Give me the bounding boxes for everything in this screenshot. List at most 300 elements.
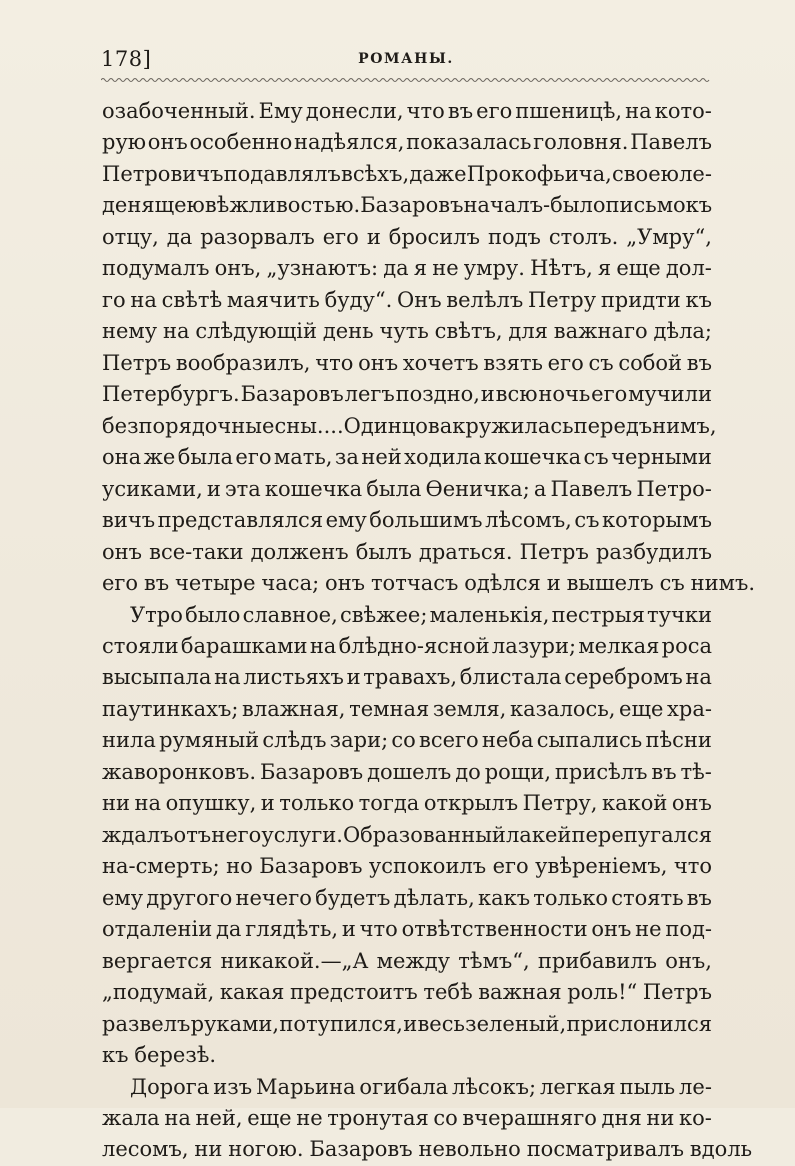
word: онъ — [671, 791, 712, 816]
word: и — [546, 571, 561, 596]
word: всѣхъ, — [341, 161, 410, 186]
header-rule — [101, 76, 711, 84]
word: для — [508, 319, 548, 344]
text-line — [102, 411, 717, 442]
word: будетъ — [315, 885, 391, 910]
word: „узнаютъ: — [266, 256, 379, 281]
word: да — [166, 224, 193, 249]
word: была — [177, 445, 233, 470]
word: жала — [102, 1106, 160, 1130]
text-line — [102, 442, 712, 473]
word: вообразилъ, — [175, 350, 311, 375]
word: ждалъ — [102, 822, 174, 847]
word: поздно, — [395, 382, 480, 407]
word: одѣлся — [464, 571, 541, 596]
word: эта — [224, 476, 261, 501]
word: тогда — [358, 791, 420, 816]
word: я — [413, 256, 428, 281]
word: донесли, — [305, 99, 404, 123]
word: вичъ — [102, 508, 156, 533]
word: руками, — [190, 1011, 280, 1036]
word: отвѣтственности — [401, 917, 588, 942]
word: какой — [601, 791, 668, 816]
word: озабоченный. — [102, 99, 256, 123]
word: дошелъ — [367, 759, 452, 784]
word: вдоль — [689, 1137, 753, 1162]
word: я — [597, 256, 612, 281]
word: черными — [611, 445, 712, 470]
word: и — [366, 224, 381, 249]
word: въ — [686, 350, 712, 375]
text-line — [102, 316, 712, 347]
word: успокоилъ — [368, 854, 487, 879]
text-line — [102, 851, 712, 882]
word: никакой.—„А — [220, 948, 369, 973]
word: роль!“ — [567, 980, 638, 1005]
word: зари; — [329, 728, 389, 753]
word: услуги. — [261, 822, 343, 847]
word: дня — [601, 1106, 642, 1130]
word: присѣлъ — [554, 759, 648, 784]
text-line — [102, 820, 712, 851]
word: надѣялся, — [293, 130, 405, 155]
word: маячить — [226, 287, 320, 312]
word: тронутая — [327, 1106, 429, 1130]
word: онъ, — [214, 256, 262, 281]
word: дол- — [665, 256, 712, 281]
word: Ему — [258, 99, 303, 123]
word: Базаровъ — [309, 1137, 413, 1162]
word: особенно — [189, 130, 293, 155]
word: бросилъ — [388, 224, 480, 249]
text-line — [102, 474, 712, 505]
word: слѣдъ — [262, 728, 327, 753]
text-line — [102, 222, 712, 253]
word: началъ-было — [463, 193, 606, 218]
word: велѣлъ — [446, 287, 524, 312]
word: на — [625, 99, 652, 123]
word: передъ — [573, 413, 653, 438]
word: березѣ. — [134, 1043, 217, 1068]
word: съ — [574, 508, 600, 533]
word: съ — [659, 571, 685, 596]
word: Базаровъ — [259, 854, 363, 879]
word: нимъ. — [690, 571, 756, 596]
word: подавлялъ — [223, 161, 341, 186]
word: неба — [481, 728, 534, 753]
word: „Умру“, — [626, 224, 712, 249]
word: Петровичъ — [102, 161, 224, 186]
word: важнаго — [553, 319, 648, 344]
text-line — [102, 600, 712, 631]
word: пшеницѣ, — [515, 99, 623, 123]
text-line — [102, 1072, 712, 1103]
word: славное, — [242, 602, 338, 627]
word: со — [391, 728, 416, 753]
word: Ѳеничка; — [425, 476, 530, 501]
word: на-смерть; — [102, 854, 220, 879]
word: вѣжливостью. — [204, 193, 361, 218]
word: ней — [361, 445, 402, 470]
word: тѣ- — [680, 759, 712, 784]
word: Базаровъ — [240, 382, 344, 407]
word: Базаровъ — [360, 193, 464, 218]
word: Утро — [130, 602, 183, 627]
word: ему — [325, 508, 367, 533]
word: и — [403, 1011, 418, 1036]
word: ни — [646, 1106, 675, 1130]
word: умру. — [463, 256, 525, 281]
word: ему — [102, 885, 144, 910]
word: ни — [102, 791, 130, 816]
text-line — [102, 757, 712, 788]
body-text — [102, 96, 756, 1166]
word: буду“. — [324, 287, 393, 312]
word: его — [476, 99, 513, 123]
word: Петро- — [636, 476, 712, 501]
word: ночь — [538, 382, 591, 407]
word: всего — [419, 728, 479, 753]
word: нему — [102, 319, 158, 344]
word: лѣсомъ, — [485, 508, 572, 533]
word: го — [102, 287, 126, 312]
word: чуть — [379, 319, 429, 344]
text-line — [102, 914, 712, 945]
word: лесомъ, — [102, 1137, 189, 1162]
word: а — [533, 476, 547, 501]
word: показалась — [406, 130, 532, 155]
word: сыпались — [536, 728, 643, 753]
word: рую — [102, 130, 147, 155]
word: своею — [611, 161, 679, 186]
word: роса — [661, 633, 712, 658]
word: опушку, — [165, 791, 257, 816]
word: стояли — [102, 633, 179, 658]
word: нимъ, — [652, 413, 717, 438]
word: Павелъ — [550, 476, 633, 501]
word: не — [296, 1106, 323, 1130]
text-line — [102, 883, 712, 914]
text-line — [102, 379, 712, 410]
word: тучки — [647, 602, 712, 627]
word: и — [341, 917, 356, 942]
word: земля, — [432, 696, 507, 721]
text-line — [102, 662, 712, 693]
word: Петербургъ. — [102, 382, 240, 407]
word: кото- — [654, 99, 712, 123]
word: что — [359, 917, 398, 942]
text-line — [102, 568, 756, 599]
word: вергается — [102, 948, 213, 973]
word: подумалъ — [102, 256, 210, 281]
text-line — [102, 159, 712, 190]
word: собой — [618, 350, 683, 375]
word: ле- — [679, 1074, 712, 1099]
word: еще — [619, 696, 664, 721]
word: пѣсни — [645, 728, 712, 753]
word: свѣтѣ — [161, 287, 223, 312]
word: между — [376, 948, 451, 973]
word: ходила — [404, 445, 482, 470]
text-line — [102, 694, 712, 725]
word: онъ, — [665, 948, 712, 973]
word: лѣсокъ; — [452, 1074, 537, 1099]
section-title: РОМАНЫ. — [358, 51, 454, 67]
page-number: 178] — [101, 47, 152, 71]
text-line — [102, 96, 712, 127]
word: кружилась — [452, 413, 574, 438]
text-line — [102, 788, 712, 819]
word: Базаровъ — [259, 759, 364, 784]
word: блистала — [459, 665, 562, 690]
word: Марьина — [256, 1074, 356, 1099]
word: легъ — [344, 382, 395, 407]
word: дѣлать, — [393, 885, 475, 910]
word: тебѣ — [423, 980, 473, 1005]
word: четыре — [175, 571, 256, 596]
word: къ — [685, 193, 713, 218]
word: Петръ — [519, 539, 589, 564]
word: серебромъ — [564, 665, 683, 690]
word: рощи, — [484, 759, 551, 784]
word: ней, — [195, 1106, 243, 1130]
word: его — [102, 571, 139, 596]
word: стоять — [611, 885, 684, 910]
word: какъ — [477, 885, 531, 910]
word: еще — [616, 256, 661, 281]
word: подъ — [487, 224, 541, 249]
word: было — [185, 602, 241, 627]
word: усиками, — [102, 476, 203, 501]
word: и — [206, 476, 221, 501]
word: же — [143, 445, 176, 470]
word: вчерашняго — [462, 1106, 597, 1130]
word: прислонился — [566, 1011, 712, 1036]
text-line — [102, 1134, 753, 1165]
text-line — [102, 253, 712, 284]
word: его — [547, 350, 584, 375]
word: Петръ — [642, 980, 712, 1005]
word: что — [406, 99, 445, 123]
word: но — [226, 854, 253, 879]
word: слѣдующій — [195, 319, 317, 344]
word: свѣжее; — [339, 602, 428, 627]
word: которымъ — [602, 508, 712, 533]
word: и — [346, 665, 361, 690]
word: хра- — [667, 696, 712, 721]
text-line — [102, 348, 712, 379]
word: онъ — [325, 571, 366, 596]
word: не — [635, 917, 662, 942]
word: паутинкахъ; — [102, 696, 239, 721]
word: легкая — [539, 1074, 616, 1099]
word: столъ. — [548, 224, 619, 249]
word: открылъ — [423, 791, 519, 816]
word: нила — [102, 728, 156, 753]
text-line — [102, 725, 712, 756]
word: Прокофьича, — [466, 161, 612, 186]
word: къ — [685, 287, 712, 312]
word: тѣмъ“, — [458, 948, 530, 973]
text-line — [102, 127, 712, 158]
word: въ — [686, 885, 712, 910]
word: и — [260, 791, 275, 816]
word: Павелъ — [630, 130, 712, 155]
word: ногою. — [228, 1137, 304, 1162]
word: маленькія, — [429, 602, 550, 627]
word: под- — [665, 917, 712, 942]
word: мать, — [273, 445, 333, 470]
word: перепугался — [571, 822, 712, 847]
word: и — [480, 382, 495, 407]
running-head — [101, 46, 711, 74]
word: лазури; — [491, 633, 577, 658]
word: все-таки — [149, 539, 244, 564]
word: большимъ — [369, 508, 483, 533]
word: какая — [219, 980, 285, 1005]
word: „подумай, — [102, 980, 215, 1005]
word: онъ — [591, 917, 632, 942]
word: взять — [483, 350, 543, 375]
word: онъ — [358, 350, 399, 375]
word: письмо — [605, 193, 686, 218]
word: Петръ — [102, 350, 172, 375]
word: всю — [495, 382, 538, 407]
word: на — [214, 665, 241, 690]
word: влажная, — [242, 696, 346, 721]
word: со — [433, 1106, 458, 1130]
word: до — [455, 759, 481, 784]
word: мучили — [628, 382, 712, 407]
text-line — [102, 190, 712, 221]
word: пыль — [619, 1074, 676, 1099]
word: пестрыя — [551, 602, 645, 627]
text-line — [102, 977, 712, 1008]
word: нечего — [235, 885, 312, 910]
word: на — [130, 287, 157, 312]
text-line — [102, 946, 712, 977]
word: на — [685, 665, 712, 690]
word: весь — [417, 1011, 465, 1036]
word: его — [322, 224, 359, 249]
word: разбудилъ — [595, 539, 712, 564]
word: драться. — [418, 539, 513, 564]
word: часа; — [261, 571, 320, 596]
word: Петру, — [522, 791, 598, 816]
word: мелкая — [578, 633, 660, 658]
word: Одинцова — [343, 413, 453, 438]
word: тотчасъ — [370, 571, 459, 596]
word: хочетъ — [402, 350, 479, 375]
word: темная — [349, 696, 430, 721]
word: онъ — [102, 539, 143, 564]
word: казалось, — [509, 696, 616, 721]
word: предстоитъ — [289, 980, 418, 1005]
text-line — [102, 1009, 712, 1040]
word: на — [309, 633, 337, 658]
word: головня. — [533, 130, 629, 155]
word: лакей — [505, 822, 572, 847]
text-line — [102, 631, 712, 662]
word: свѣтъ, — [434, 319, 503, 344]
word: барашками — [180, 633, 308, 658]
word: представлялся — [157, 508, 324, 533]
word: ни — [194, 1137, 223, 1162]
word: отцу, — [102, 224, 159, 249]
word: къ — [102, 1043, 129, 1068]
word: безпорядочные — [102, 413, 275, 438]
word: на — [134, 791, 162, 816]
word: отдаленіи — [102, 917, 213, 942]
word: увѣреніемъ, — [535, 854, 668, 879]
word: что — [315, 350, 354, 375]
word: не — [432, 256, 459, 281]
word: Образованный — [342, 822, 506, 847]
word: еще — [247, 1106, 292, 1130]
word: даже — [409, 161, 467, 186]
word: съ — [583, 445, 609, 470]
word: невольно — [418, 1137, 521, 1162]
text-line — [102, 505, 712, 536]
word: жаворонковъ. — [102, 759, 257, 784]
word: отъ — [173, 822, 212, 847]
word: денящею — [102, 193, 205, 218]
text-line — [102, 285, 712, 316]
word: развелъ — [102, 1011, 191, 1036]
word: Нѣтъ, — [530, 256, 593, 281]
word: блѣдно-ясной — [338, 633, 490, 658]
word: на — [162, 319, 190, 344]
text-line — [102, 1040, 712, 1071]
word: ко- — [678, 1106, 712, 1130]
word: потупился, — [279, 1011, 403, 1036]
word: въ — [651, 759, 677, 784]
word: онъ — [147, 130, 188, 155]
word: на — [164, 1106, 191, 1130]
word: другого — [146, 885, 233, 910]
word: въ — [447, 99, 474, 123]
word: него — [211, 822, 262, 847]
word: листьяхъ — [243, 665, 344, 690]
word: была — [366, 476, 422, 501]
word: важная — [478, 980, 562, 1005]
word: Онъ — [396, 287, 442, 312]
word: кошечка — [264, 476, 363, 501]
word: румяный — [159, 728, 260, 753]
word: придти — [600, 287, 681, 312]
word: посматривалъ — [526, 1137, 685, 1162]
word: сны.... — [274, 413, 344, 438]
word: изъ — [213, 1074, 253, 1099]
word: прибавилъ — [537, 948, 658, 973]
word: съ — [588, 350, 614, 375]
word: его — [235, 445, 272, 470]
text-line — [102, 537, 712, 568]
word: вышелъ — [566, 571, 654, 596]
word: глядѣть, — [245, 917, 339, 942]
word: его — [492, 854, 529, 879]
word: только — [279, 791, 355, 816]
word: его — [591, 382, 628, 407]
word: зеленый, — [465, 1011, 567, 1036]
word: травахъ, — [363, 665, 458, 690]
word: да — [383, 256, 409, 281]
word: въ — [143, 571, 170, 596]
word: Петру — [527, 287, 597, 312]
word: да — [215, 917, 242, 942]
word: дѣла; — [653, 319, 712, 344]
word: она — [102, 445, 142, 470]
